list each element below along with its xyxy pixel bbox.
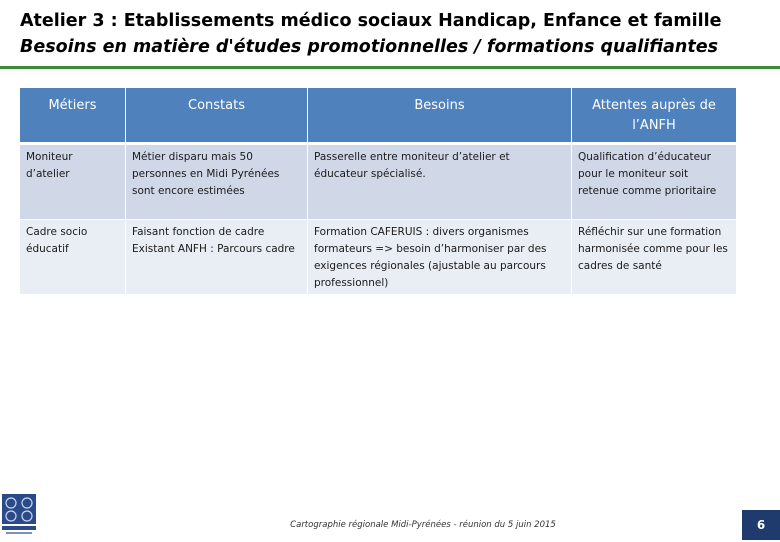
- table-row: [20, 145, 736, 220]
- slide-title: [20, 8, 760, 60]
- title-line-1: Atelier 3 : Etablissements médico sociaux Handicap, Enfance et famille: [20, 11, 722, 31]
- footer-caption: Cartographie régionale Midi-Pyrénées - réunion du 5 juin 2015: [290, 520, 556, 530]
- title-divider: [0, 66, 780, 69]
- table-row: [20, 220, 736, 295]
- header-besoins: Besoins: [308, 88, 572, 145]
- header-constats: Constats: [126, 88, 308, 145]
- header-metiers: Métiers: [20, 88, 126, 145]
- cell-constats: Métier disparu mais 50 personnes en Midi Pyrénées sont encore estimées: [126, 145, 308, 220]
- cell-attentes: Réfléchir sur une formation harmonisée comme pour les cadres de santé: [572, 220, 736, 295]
- farbellis-logo-icon: [2, 494, 36, 538]
- cell-besoins: Formation CAFERUIS : divers organismes formateurs => besoin d’harmoniser par des exigences régionales (ajustable au parcours professionnel): [308, 220, 572, 295]
- header-attentes: Attentes auprès de l’ANFH: [572, 88, 736, 145]
- cell-besoins: Passerelle entre moniteur d’atelier et éducateur spécialisé.: [308, 145, 572, 220]
- cell-metier: Moniteur d’atelier: [20, 145, 126, 220]
- title-line-2: Besoins en matière d'études promotionnelles / formations qualifiantes: [20, 37, 719, 57]
- cell-metier: Cadre socio éducatif: [20, 220, 126, 295]
- cell-attentes: Qualification d’éducateur pour le moniteur soit retenue comme prioritaire: [572, 145, 736, 220]
- table-header-row: [20, 88, 736, 145]
- needs-table: [20, 88, 736, 295]
- page-number: 6: [742, 510, 780, 540]
- cell-constats: Faisant fonction de cadre Existant ANFH : Parcours cadre: [126, 220, 308, 295]
